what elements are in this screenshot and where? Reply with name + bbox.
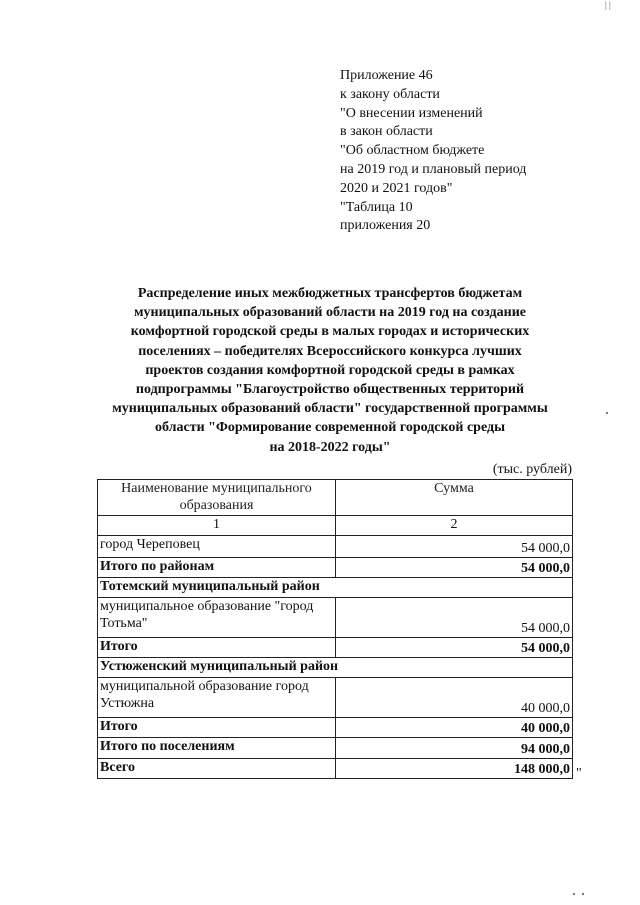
header-line: Приложение 46 <box>340 68 433 83</box>
table-row <box>98 638 573 658</box>
table-row <box>98 558 573 578</box>
header-line: "Об областном бюджете <box>340 143 485 159</box>
row-name: Всего <box>98 759 336 779</box>
table-section-row <box>98 578 573 598</box>
header-line: "Таблица 10 <box>340 199 413 215</box>
column-header-sum: Сумма <box>336 480 573 516</box>
title-line: Распределение иных межбюджетных трансфертов бюджетам <box>137 286 523 301</box>
title-line: поселениях – победителях Всероссийского конкурса лучших <box>138 343 522 359</box>
title-line: комфортной городской среды в малых городах и исторических <box>130 324 530 340</box>
row-sum: 40 000,0 <box>336 678 573 718</box>
table-row <box>98 598 573 638</box>
header-line: 2020 и 2021 годов" <box>340 180 453 196</box>
table-header-row <box>98 480 573 516</box>
title-line: подпрограммы "Благоустройство общественных территорий <box>135 382 525 398</box>
header-line: на 2019 год и плановый период <box>340 161 527 177</box>
column-number-1: 1 <box>98 516 336 536</box>
row-sum: 94 000,0 <box>336 738 573 759</box>
header-line: в закон области <box>340 124 433 140</box>
row-name: муниципальное образование "город Тотьма" <box>98 598 336 638</box>
table-row <box>98 678 573 718</box>
scan-speck <box>606 412 608 414</box>
table-row <box>98 738 573 759</box>
row-name: город Череповец <box>98 536 336 558</box>
title-line: проектов создания комфортной городской среды в рамках <box>145 362 515 378</box>
table-row <box>98 536 573 558</box>
section-name: Устюженский муниципальный район <box>98 658 573 678</box>
row-name: муниципальной образование город Устюжна <box>98 678 336 718</box>
title-line: муниципальных образований области на 2019 год на создание <box>134 305 526 321</box>
header-line: приложения 20 <box>340 218 431 234</box>
row-name: Итого по районам <box>98 558 336 578</box>
row-name: Итого по поселениям <box>98 738 336 759</box>
column-number-2: 2 <box>336 516 573 536</box>
row-sum: 54 000,0 <box>336 536 573 558</box>
row-sum: 54 000,0 <box>336 638 573 658</box>
row-sum: 40 000,0 <box>336 718 573 738</box>
scan-speck <box>582 893 584 895</box>
table-row-total <box>98 759 573 779</box>
header-line: "О внесении изменений <box>340 105 483 121</box>
title-line: области "Формирование современной городской среды <box>154 420 506 436</box>
appendix-header <box>340 67 630 236</box>
row-sum: 54 000,0 <box>336 598 573 638</box>
section-name: Тотемский муниципальный район <box>98 578 573 598</box>
row-sum: 148 000,0 <box>336 759 573 779</box>
page-corner-mark: | | <box>605 0 611 10</box>
column-number-row <box>98 516 573 536</box>
header-line: к закону области <box>340 86 440 102</box>
row-sum: 54 000,0 <box>336 558 573 578</box>
column-header-name: Наименование муниципального образования <box>98 480 336 516</box>
scan-speck <box>573 893 575 895</box>
units-label: (тыс. рублей) <box>492 462 572 477</box>
row-name: Итого <box>98 638 336 658</box>
table-row <box>98 718 573 738</box>
title-line: муниципальных образований области" государственной программы <box>112 401 548 417</box>
closing-quote: " <box>576 766 582 781</box>
document-title <box>80 284 580 457</box>
row-name: Итого <box>98 718 336 738</box>
table-section-row <box>98 658 573 678</box>
transfers-table <box>97 479 573 779</box>
title-line: на 2018-2022 годы" <box>269 439 391 455</box>
